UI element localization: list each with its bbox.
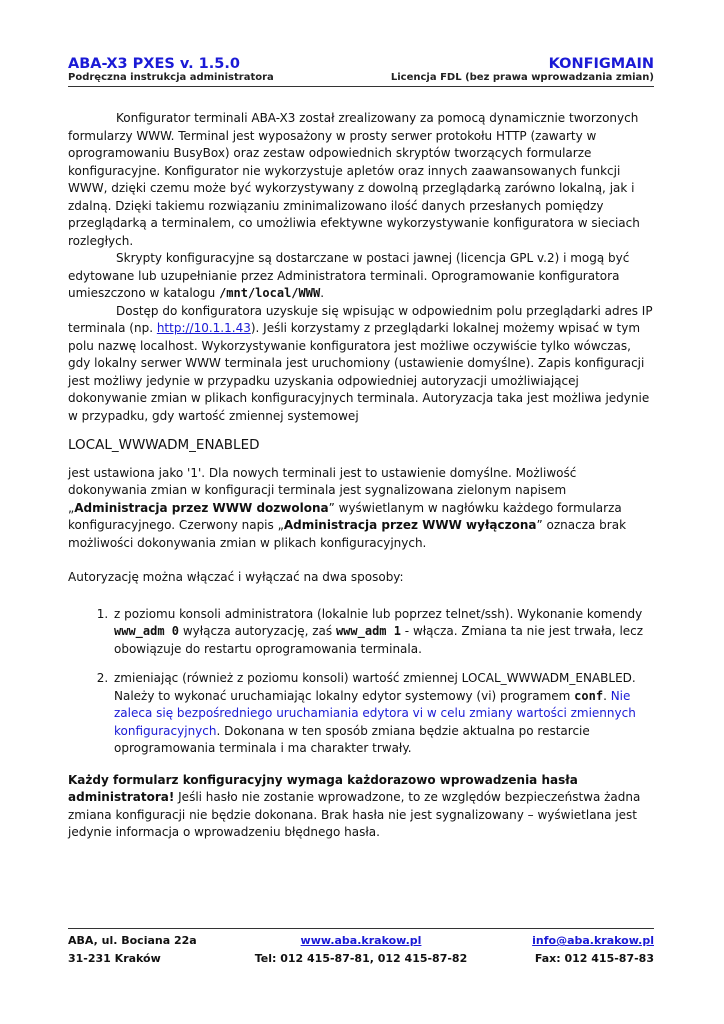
page-footer xyxy=(68,928,654,968)
text-span: - włącza. Zmiana ta nie jest trwała, lecz obowiązuje do restartu oprogramowania terminala. xyxy=(114,624,644,656)
admin-disabled-label: Administracja przez WWW wyłączona xyxy=(283,518,537,532)
text-span: Skrypty konfiguracyjne są dostarczane w postaci jawnej (licencja GPL v.2) i mogą być edytowane lub uzupełnianie przez Administratora terminali. Oprogramowanie konfiguratora umieszczono w katalogu xyxy=(68,251,630,300)
text-span: wyłącza autoryzację, zaś xyxy=(179,624,336,638)
page-header xyxy=(68,56,654,87)
document-subtitle: Podręczna instrukcja administratora xyxy=(68,72,274,83)
footer-phone: Tel: 012 415-87-81, 012 415-87-82 xyxy=(254,952,468,965)
command-enable: www_adm 1 xyxy=(335,624,401,638)
text-span: ” wyświetlanym w nagłówku każdego formularza konfiguracyjnego. Czerwony napis „ xyxy=(68,500,622,532)
document-title: ABA-X3 PXES v. 1.5.0 xyxy=(68,56,240,72)
conf-program: conf xyxy=(574,688,604,703)
directory-path: /mnt/local/WWW xyxy=(219,286,321,300)
warning-note: Nie zaleca się bezpośredniego uruchamiania edytora vi w celu zmiany wartości zmiennych konfiguracyjnych xyxy=(114,688,636,738)
paragraph-access xyxy=(68,303,654,426)
main-content xyxy=(68,110,654,842)
license-note: Licencja FDL (bez prawa wprowadzania zmian) xyxy=(390,72,654,83)
terminal-ip-link[interactable]: http://10.1.1.43 xyxy=(156,321,251,335)
methods-list xyxy=(68,606,654,758)
footer-fax: Fax: 012 415-87-83 xyxy=(534,952,654,965)
variable-heading: LOCAL_WWWADM_ENABLED xyxy=(68,437,260,453)
text-span: Jeśli hasło nie zostanie wprowadzone, to ze względów bezpieczeństwa żadna zmiana konfiguracji nie będzie dokonana. Brak hasła nie jest sygnalizowany – wyświetlana jest jedynie informacja o wprowadzeniu błędnego hasła. xyxy=(68,790,641,839)
password-warning: Każdy formularz konfiguracyjny wymaga każdorazowo wprowadzenia hasła administratora! xyxy=(68,772,578,804)
footer-city: 31-231 Kraków xyxy=(68,952,161,965)
text-span: . Dokonana w ten sposób zmiana będzie aktualna po restarcie oprogramowania terminala i ma charakter trwały. xyxy=(114,723,590,755)
list-item-variable xyxy=(112,670,654,758)
paragraph-intro: Konfigurator terminali ABA-X3 został zrealizowany za pomocą dynamicznie tworzonych formularzy WWW. Terminal jest wyposażony w prosty serwer protokołu HTTP (zawarty w oprogramowaniu BusyBox) oraz zestaw odpowiednich skryptów tworzących formularze konfiguracyjne. Konfigurator nie wykorzystuje apletów oraz innych zaawansowanych funkcji WWW, dzięki czemu może być wykorzystywany z dowolną przeglądarką zarówno lokalną, jak i zdalną. Dzięki takiemu rozwiązaniu zminimalizowano ilość danych przesłanych pomiędzy przeglądarką a terminalem, co umożliwia efektywne wykorzystywanie konfiguratora w sieciach rozległych. xyxy=(68,111,640,248)
paragraph-scripts xyxy=(68,250,654,303)
text-span: ). Jeśli korzystamy z przeglądarki lokalnej możemy wpisać w tym polu nazwę localhost. Wykorzystywanie konfiguratora jest możliwe oczywiście tylko wówczas, gdy lokalny serwer WWW terminala jest uruchomiony (ustawienie domyślne). Zapis konfiguracji jest możliwy jedynie w przypadku uzyskania odpowiedniej autoryzacji umożliwiającej dokonywanie zmian w plikach konfiguracyjnych terminala. Autoryzacja taka jest możliwa jedynie w przypadku, gdy wartość zmiennej systemowej xyxy=(68,321,650,423)
email-link[interactable]: info@aba.krakow.pl xyxy=(532,934,654,947)
website-link[interactable]: www.aba.krakow.pl xyxy=(300,934,422,947)
admin-enabled-label: Administracja przez WWW dozwolona xyxy=(74,500,329,515)
text-span: . xyxy=(320,286,325,300)
paragraph-authorization xyxy=(68,465,654,553)
list-item-console xyxy=(112,606,654,659)
footer-address: ABA, ul. Bociana 22a xyxy=(68,934,197,947)
text-span: Dostęp do konfiguratora uzyskuje się wpisując w odpowiednim polu przeglądarki adres IP terminala (np. xyxy=(68,303,653,335)
footer-divider xyxy=(68,928,654,929)
paragraph-methods: Autoryzację można włączać i wyłączać na dwa sposoby: xyxy=(68,570,404,584)
header-divider xyxy=(68,86,654,87)
text-span: zmieniając (również z poziomu konsoli) wartość zmiennej LOCAL_WWWADM_ENABLED. Należy to wykonać uruchamiając lokalny edytor systemowy (vi) programem xyxy=(114,671,636,703)
text-span: z poziomu konsoli administratora (lokalnie lub poprzez telnet/ssh). Wykonanie komendy xyxy=(114,606,643,621)
paragraph-password xyxy=(68,772,654,842)
text-span: jest ustawiona jako '1'. Dla nowych terminali jest to ustawienie domyślne. Możliwość dokonywania zmian w konfiguracji terminala jest sygnalizowana zielonym napisem „ xyxy=(68,465,577,515)
text-span: ” oznacza brak możliwości dokonywania zmian w plikach konfiguracyjnych. xyxy=(68,518,627,550)
section-title: KONFIGMAIN xyxy=(548,56,654,72)
command-disable: www_adm 0 xyxy=(114,624,180,638)
text-span: . xyxy=(603,688,611,703)
